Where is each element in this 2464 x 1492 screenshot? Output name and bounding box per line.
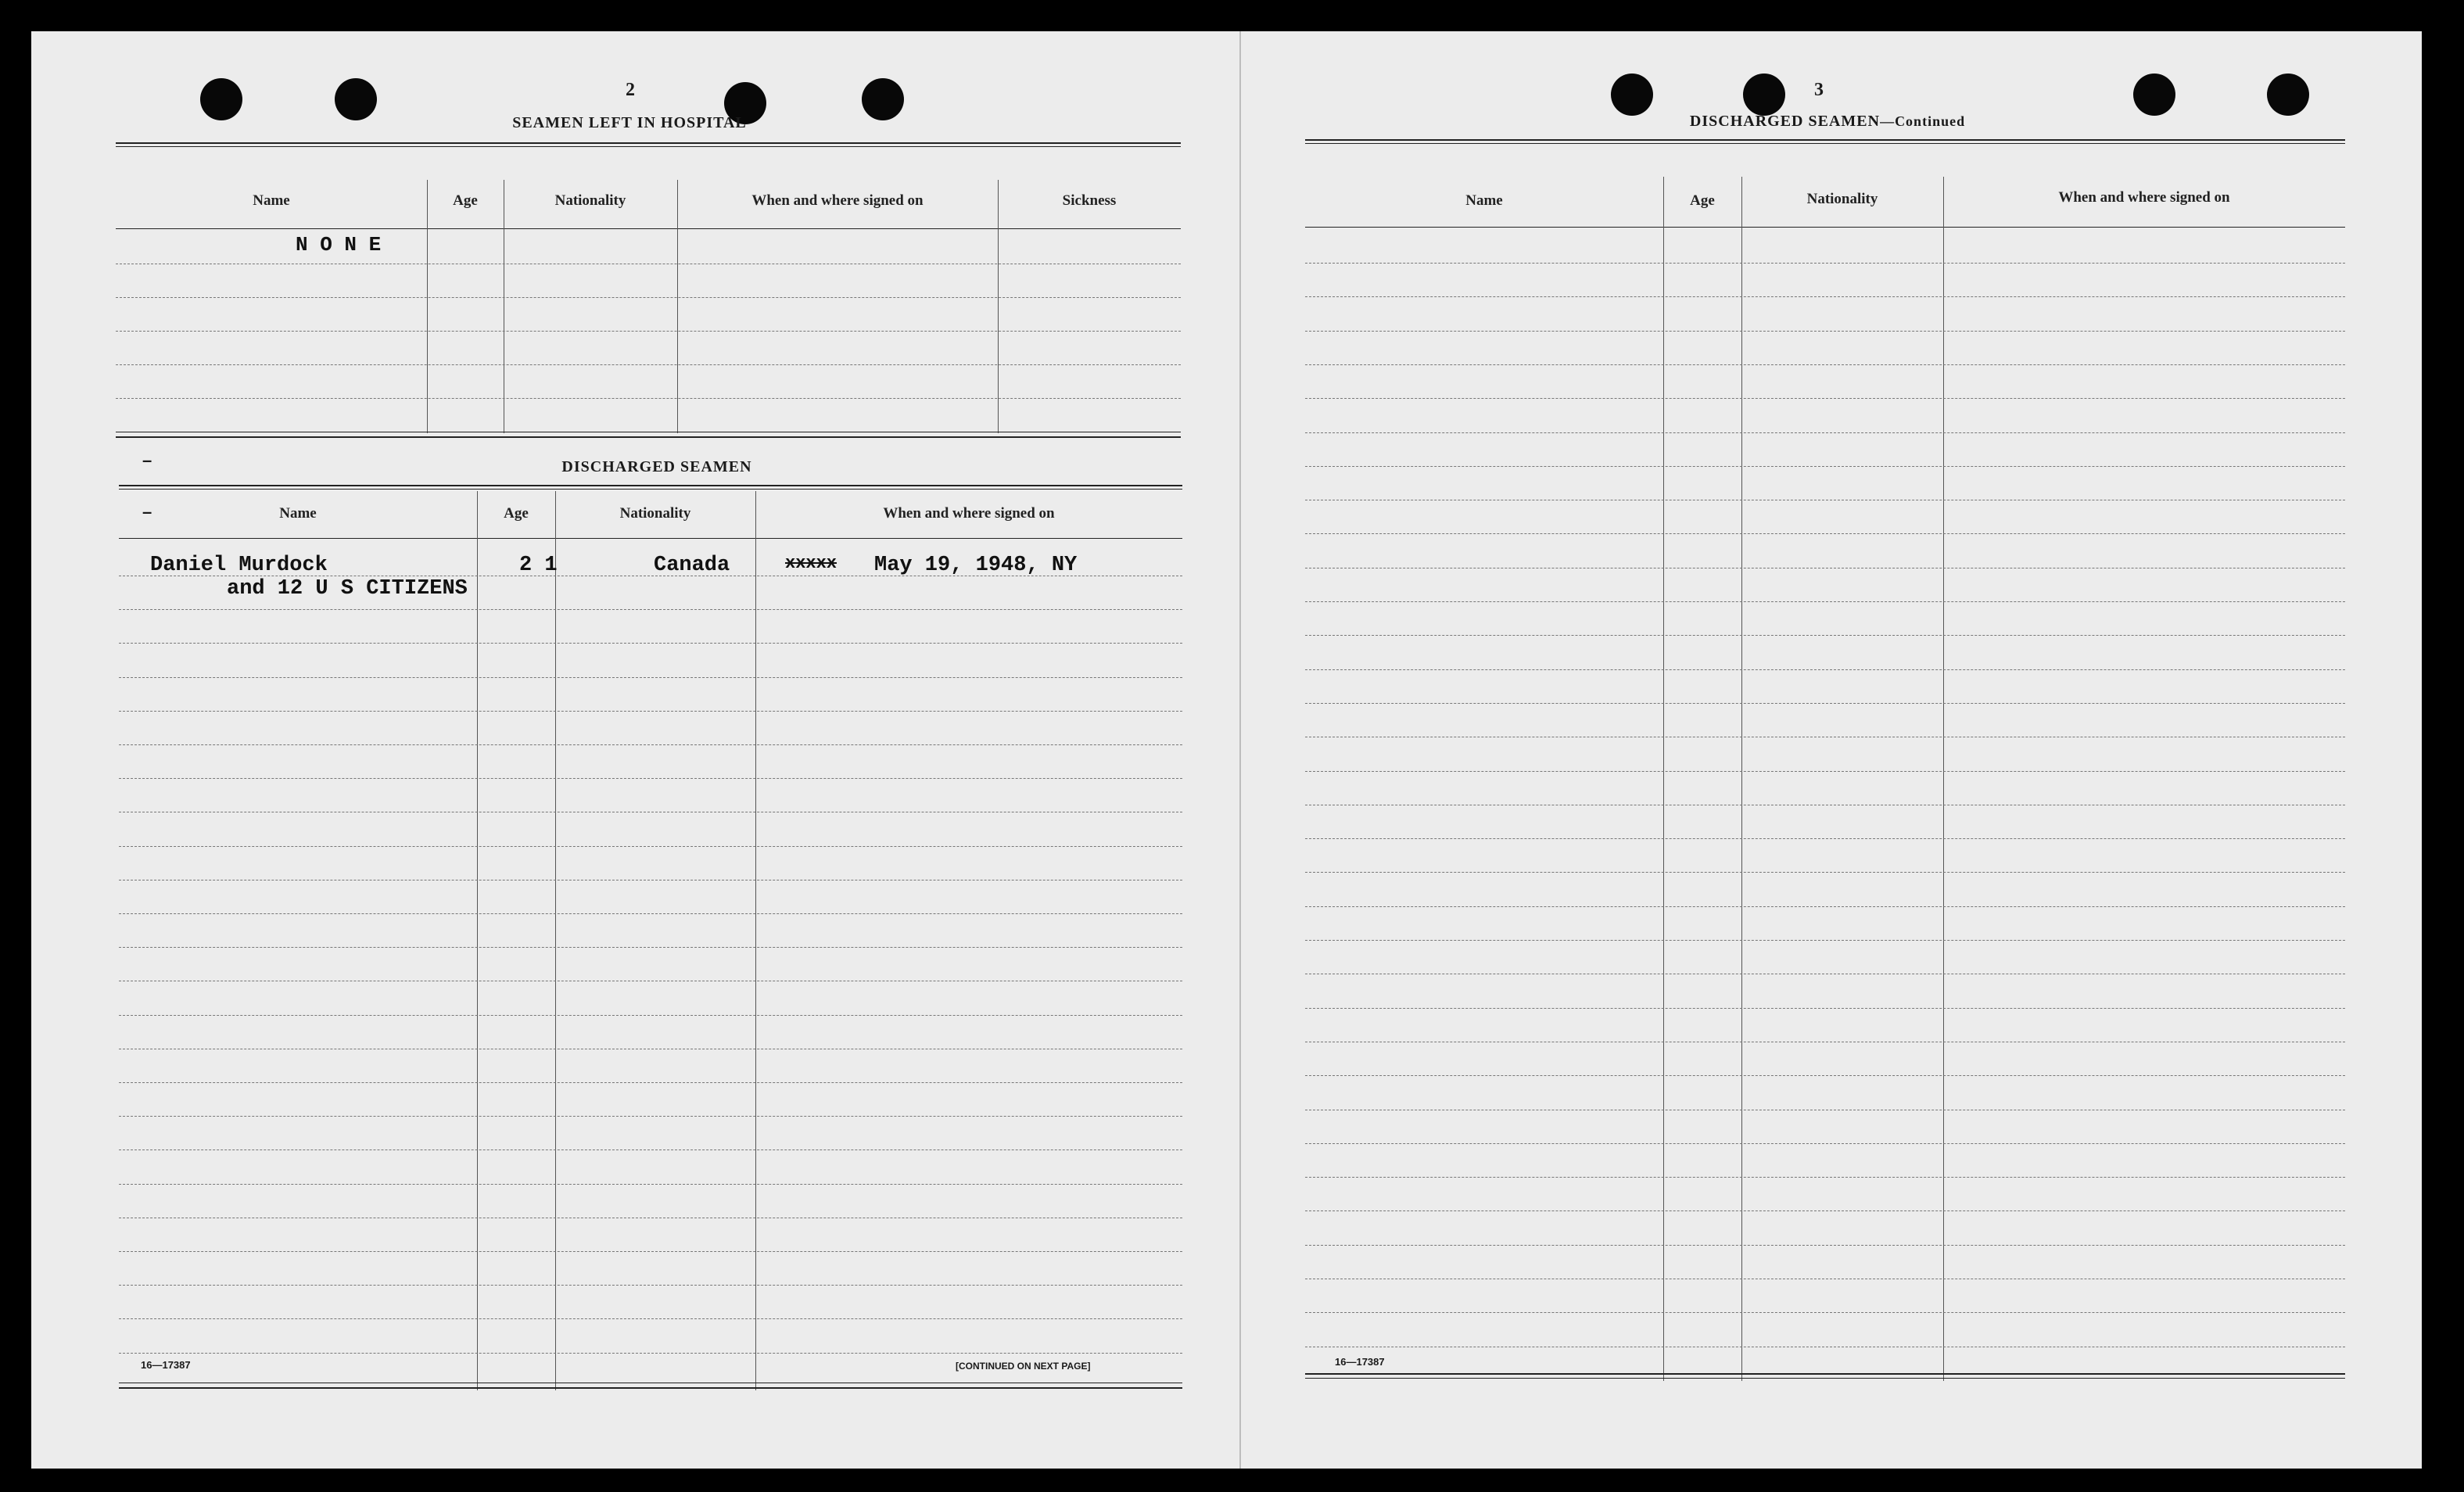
ruled-line xyxy=(119,609,1182,610)
form-number: 16—17387 xyxy=(141,1359,191,1371)
ruled-line xyxy=(119,1149,1182,1150)
discharged-table: – Name Age Nationality When and where signed on Daniel Murdock 2 1 Canada xxxxx May 19, 1948, NY and 12 U S CITIZENS xyxy=(119,485,1182,1392)
ruled-line xyxy=(119,913,1182,914)
discharged-continued-table xyxy=(1305,139,2345,1383)
left-page: 2 SEAMEN LEFT IN HOSPITAL Name Age Nationality When and where signed on Sickness N O N E – DISCHARGED SEAMEN – Name Age Nationality When and where signed on Daniel Murdock 2 1 Canada xxxxx May 19, 1948, NY and 12 U S CITIZENS 16—17387 [CONTINUED ON NEXT PAGE] xyxy=(31,31,1239,1469)
punch-hole xyxy=(2267,74,2309,116)
ruled-line xyxy=(119,1015,1182,1016)
ruled-line xyxy=(1305,296,2345,297)
seaman-signed-on: May 19, 1948, NY xyxy=(874,554,1078,577)
ruled-line xyxy=(119,1116,1182,1117)
ruled-line xyxy=(1305,1143,2345,1144)
ruled-line xyxy=(119,677,1182,678)
seaman-name: Daniel Murdock xyxy=(150,554,328,577)
ruled-line xyxy=(1305,906,2345,907)
ruled-line xyxy=(119,711,1182,712)
continued-label: —Continued xyxy=(1880,113,1966,129)
punch-hole xyxy=(1743,74,1785,116)
hospital-section-title: SEAMEN LEFT IN HOSPITAL xyxy=(512,114,747,131)
ruled-line xyxy=(1305,703,2345,704)
ruled-line xyxy=(1305,1210,2345,1211)
col-header-nationality: Nationality xyxy=(1806,191,1878,207)
ruled-line xyxy=(119,1082,1182,1083)
discharged-continued-title xyxy=(1554,113,2101,131)
col-header-age: Age xyxy=(504,505,529,522)
ruled-line xyxy=(1305,263,2345,264)
ruled-line xyxy=(1305,601,2345,602)
seaman-nationality: Canada xyxy=(654,554,730,577)
ruled-line xyxy=(1305,872,2345,873)
ruled-line xyxy=(1305,838,2345,839)
ruled-line xyxy=(1305,635,2345,636)
ruled-line xyxy=(119,778,1182,779)
ruled-line xyxy=(1305,1245,2345,1246)
col-header-nationality: Nationality xyxy=(619,505,691,522)
ruled-line xyxy=(119,1353,1182,1354)
col-header-nationality: Nationality xyxy=(554,192,626,209)
punch-hole xyxy=(2133,74,2175,116)
ruled-line xyxy=(1305,533,2345,534)
punch-hole xyxy=(862,78,904,120)
seaman-name-continued: and 12 U S CITIZENS xyxy=(227,577,468,601)
ruled-line xyxy=(119,643,1182,644)
ruled-line xyxy=(1305,1075,2345,1076)
ruled-line xyxy=(119,846,1182,847)
form-number: 16—17387 xyxy=(1335,1356,1385,1368)
seaman-age: 2 1 xyxy=(519,554,558,577)
col-header-name: Name xyxy=(1465,192,1503,209)
punch-hole xyxy=(1611,74,1653,116)
ruled-line xyxy=(119,1251,1182,1252)
continued-note: [CONTINUED ON NEXT PAGE] xyxy=(956,1361,1091,1372)
page-number: 3 xyxy=(1814,80,1824,100)
col-header-age: Age xyxy=(453,192,478,209)
col-header-sickness: Sickness xyxy=(1062,192,1117,209)
col-header-name: Name xyxy=(253,192,290,209)
hospital-entry-none: N O N E xyxy=(296,233,382,256)
col-header-signed-on: When and where signed on xyxy=(751,192,924,209)
ruled-line xyxy=(1305,669,2345,670)
ruled-line xyxy=(119,744,1182,745)
ruled-line xyxy=(1305,364,2345,365)
hospital-table xyxy=(116,142,1181,439)
ruled-line xyxy=(1305,1312,2345,1313)
section-title: DISCHARGED SEAMEN xyxy=(1689,113,1881,130)
ruled-line xyxy=(1305,466,2345,467)
ruled-line xyxy=(119,947,1182,948)
page-number: 2 xyxy=(626,80,635,100)
ruled-line xyxy=(1305,432,2345,433)
col-header-name: Name xyxy=(279,505,317,522)
ruled-line xyxy=(1305,1008,2345,1009)
ruled-line xyxy=(119,1318,1182,1319)
discharged-section-title: DISCHARGED SEAMEN xyxy=(561,458,752,475)
ruled-line xyxy=(1305,398,2345,399)
ruled-line xyxy=(1305,771,2345,772)
punch-hole xyxy=(335,78,377,120)
punch-hole xyxy=(200,78,242,120)
ruled-line xyxy=(1305,331,2345,332)
ruled-line xyxy=(1305,940,2345,941)
ruled-line xyxy=(119,1184,1182,1185)
ruled-line xyxy=(119,1285,1182,1286)
col-header-signed-on: When and where signed on xyxy=(883,505,1055,522)
col-header-age: Age xyxy=(1690,192,1715,209)
col-header-signed-on: When and where signed on xyxy=(2058,189,2230,206)
signed-on-struck-text: xxxxx xyxy=(785,554,837,573)
ruled-line xyxy=(1305,1177,2345,1178)
right-page xyxy=(1239,31,2422,1469)
